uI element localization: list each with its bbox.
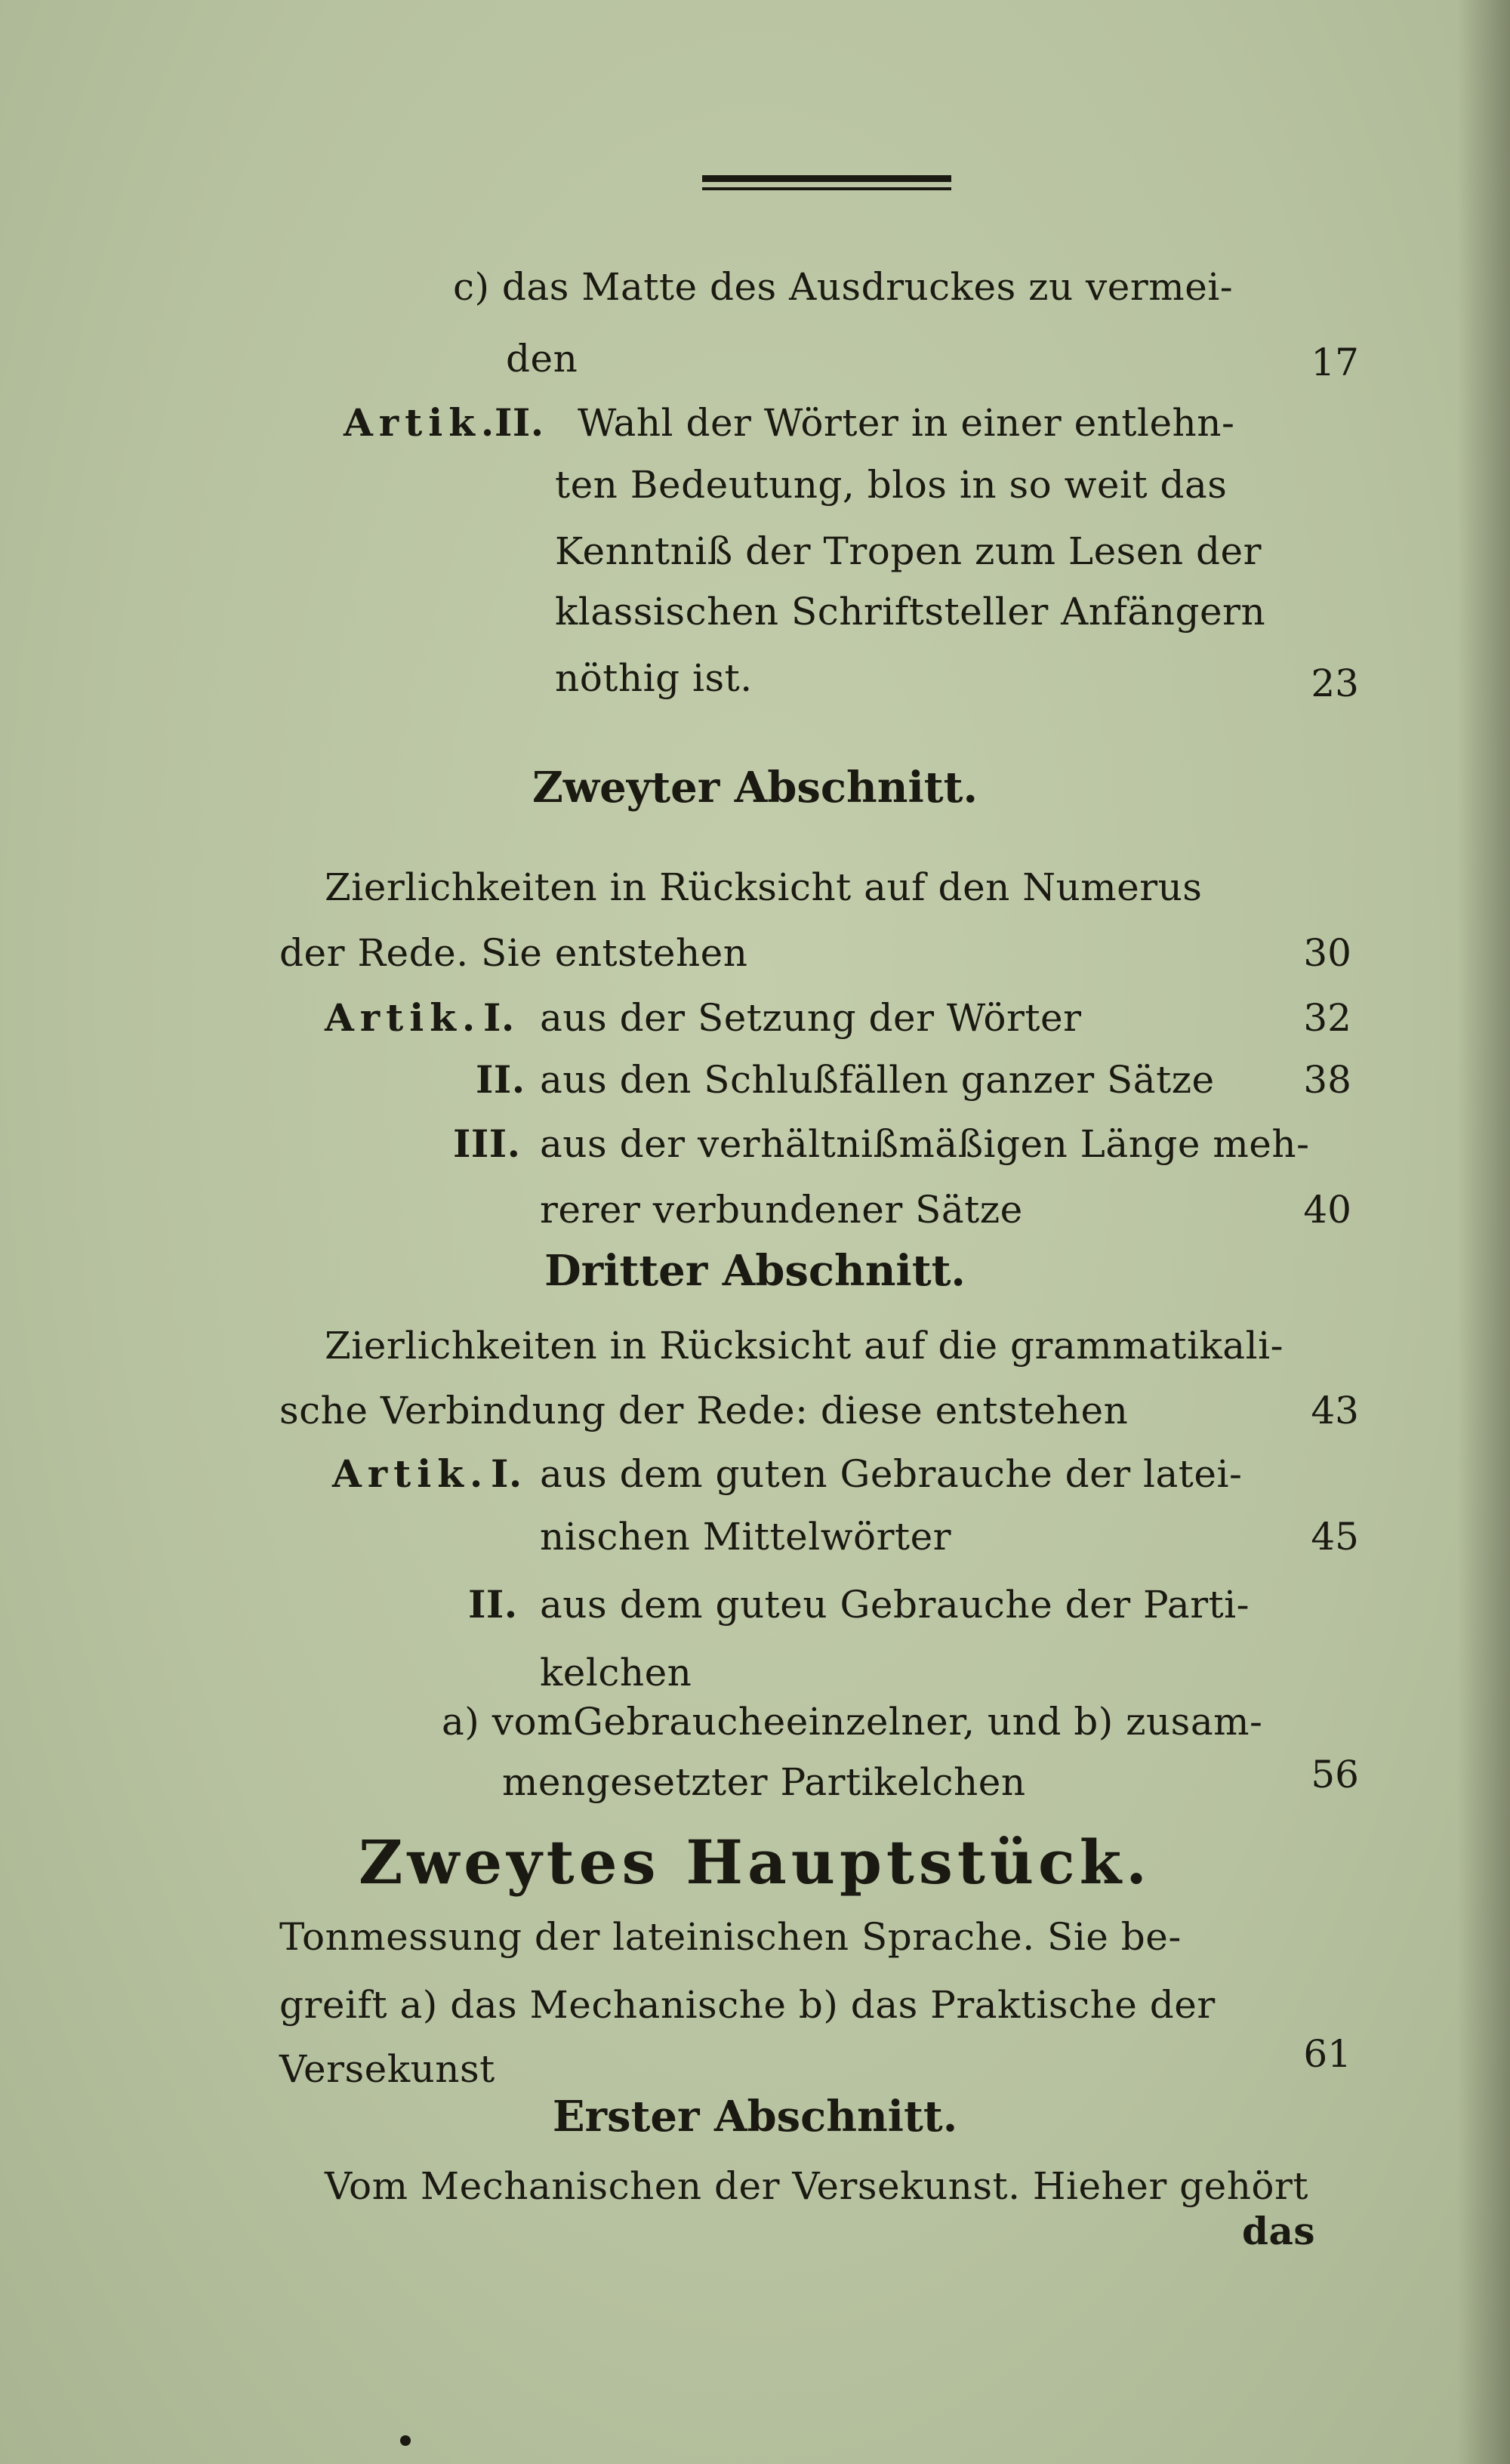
entry-art2-line4: klassischen Schriftsteller Anfängern	[555, 590, 1266, 634]
section1-intro-line1: Vom Mechanischen der Versekunst. Hieher gehört	[325, 2164, 1309, 2208]
section2-intro-page: 30	[1303, 931, 1351, 975]
section3-intro-line1: Zierlichkeiten in Rücksicht auf die grammatikali-	[325, 1324, 1284, 1368]
entry-art2-line5: nöthig ist.	[555, 656, 753, 700]
section3-intro-line2: sche Verbindung der Rede: diese entstehen	[279, 1389, 1129, 1432]
section3-sub-page: 56	[1311, 1753, 1359, 1796]
entry-art2-line2: ten Bedeutung, blos in so weit das	[555, 463, 1228, 507]
section3-intro-page: 43	[1311, 1389, 1359, 1432]
section3-art2-line1: aus dem guteu Gebrauche der Parti-	[540, 1583, 1250, 1627]
section3-art1-num: I.	[491, 1451, 522, 1496]
chapter2-intro-line3: Versekunst	[279, 2047, 495, 2091]
section2-art1-text: aus der Setzung der Wörter	[540, 996, 1082, 1040]
section2-art3-line2: rerer verbundener Sätze	[540, 1188, 1023, 1232]
section3-sub-a-line2: mengesetzter Partikelchen	[502, 1760, 1026, 1804]
section2-art1-label: Artik.	[325, 995, 482, 1040]
ink-dot	[400, 2435, 411, 2446]
chapter2-heading: Zweytes Hauptstück.	[358, 1827, 1151, 1898]
section2-art1-num: I.	[483, 995, 515, 1040]
section2-art1-page: 32	[1303, 996, 1351, 1040]
section3-art1-line2: nischen Mittelwörter	[540, 1515, 952, 1559]
section2-art3-line1: aus der verhältnißmäßigen Länge meh-	[540, 1122, 1310, 1166]
entry-art2-num: II.	[495, 400, 544, 445]
entry-c-line1: c) das Matte des Ausdruckes zu vermei-	[453, 265, 1234, 309]
section1-heading: Erster Abschnitt.	[552, 2092, 958, 2142]
section3-art1-label: Artik.	[332, 1451, 489, 1496]
section2-art3-page: 40	[1303, 1188, 1351, 1232]
section2-art2-page: 38	[1303, 1058, 1351, 1102]
section3-heading: Dritter Abschnitt.	[544, 1246, 966, 1296]
section2-intro-line2: der Rede. Sie entstehen	[279, 931, 748, 975]
entry-art2-line3: Kenntniß der Tropen zum Lesen der	[555, 529, 1262, 573]
section2-intro-line1: Zierlichkeiten in Rücksicht auf den Numerus	[325, 865, 1203, 909]
section3-art1-line1: aus dem guten Gebrauche der latei-	[540, 1452, 1243, 1496]
section2-art2-num: II.	[476, 1057, 525, 1102]
section3-sub-a-line1: a) vomGebraucheeinzelner, und b) zusam-	[442, 1700, 1263, 1744]
section1-catchword: das	[1242, 2209, 1316, 2253]
chapter2-intro-page: 61	[1303, 2032, 1351, 2076]
section3-art1-page: 45	[1311, 1515, 1359, 1559]
section3-art2-num: II.	[468, 1582, 518, 1627]
section3-art2-line2: kelchen	[540, 1651, 692, 1695]
entry-art2-page: 23	[1311, 661, 1359, 705]
chapter2-intro-line2: greift a) das Mechanische b) das Praktische der	[279, 1983, 1216, 2027]
entry-art2-line1: Wahl der Wörter in einer entlehn-	[578, 401, 1235, 445]
entry-art2-label: Artik.	[344, 400, 501, 445]
entry-c-page: 17	[1311, 341, 1359, 384]
entry-c-line2: den	[506, 337, 578, 381]
header-rule-thin	[702, 187, 951, 190]
section2-art3-num: III.	[453, 1121, 521, 1166]
section2-heading: Zweyter Abschnitt.	[532, 763, 978, 813]
header-rule-thick	[702, 175, 951, 182]
section2-art2-text: aus den Schlußfällen ganzer Sätze	[540, 1058, 1215, 1102]
chapter2-intro-line1: Tonmessung der lateinischen Sprache. Sie be-	[279, 1915, 1182, 1959]
